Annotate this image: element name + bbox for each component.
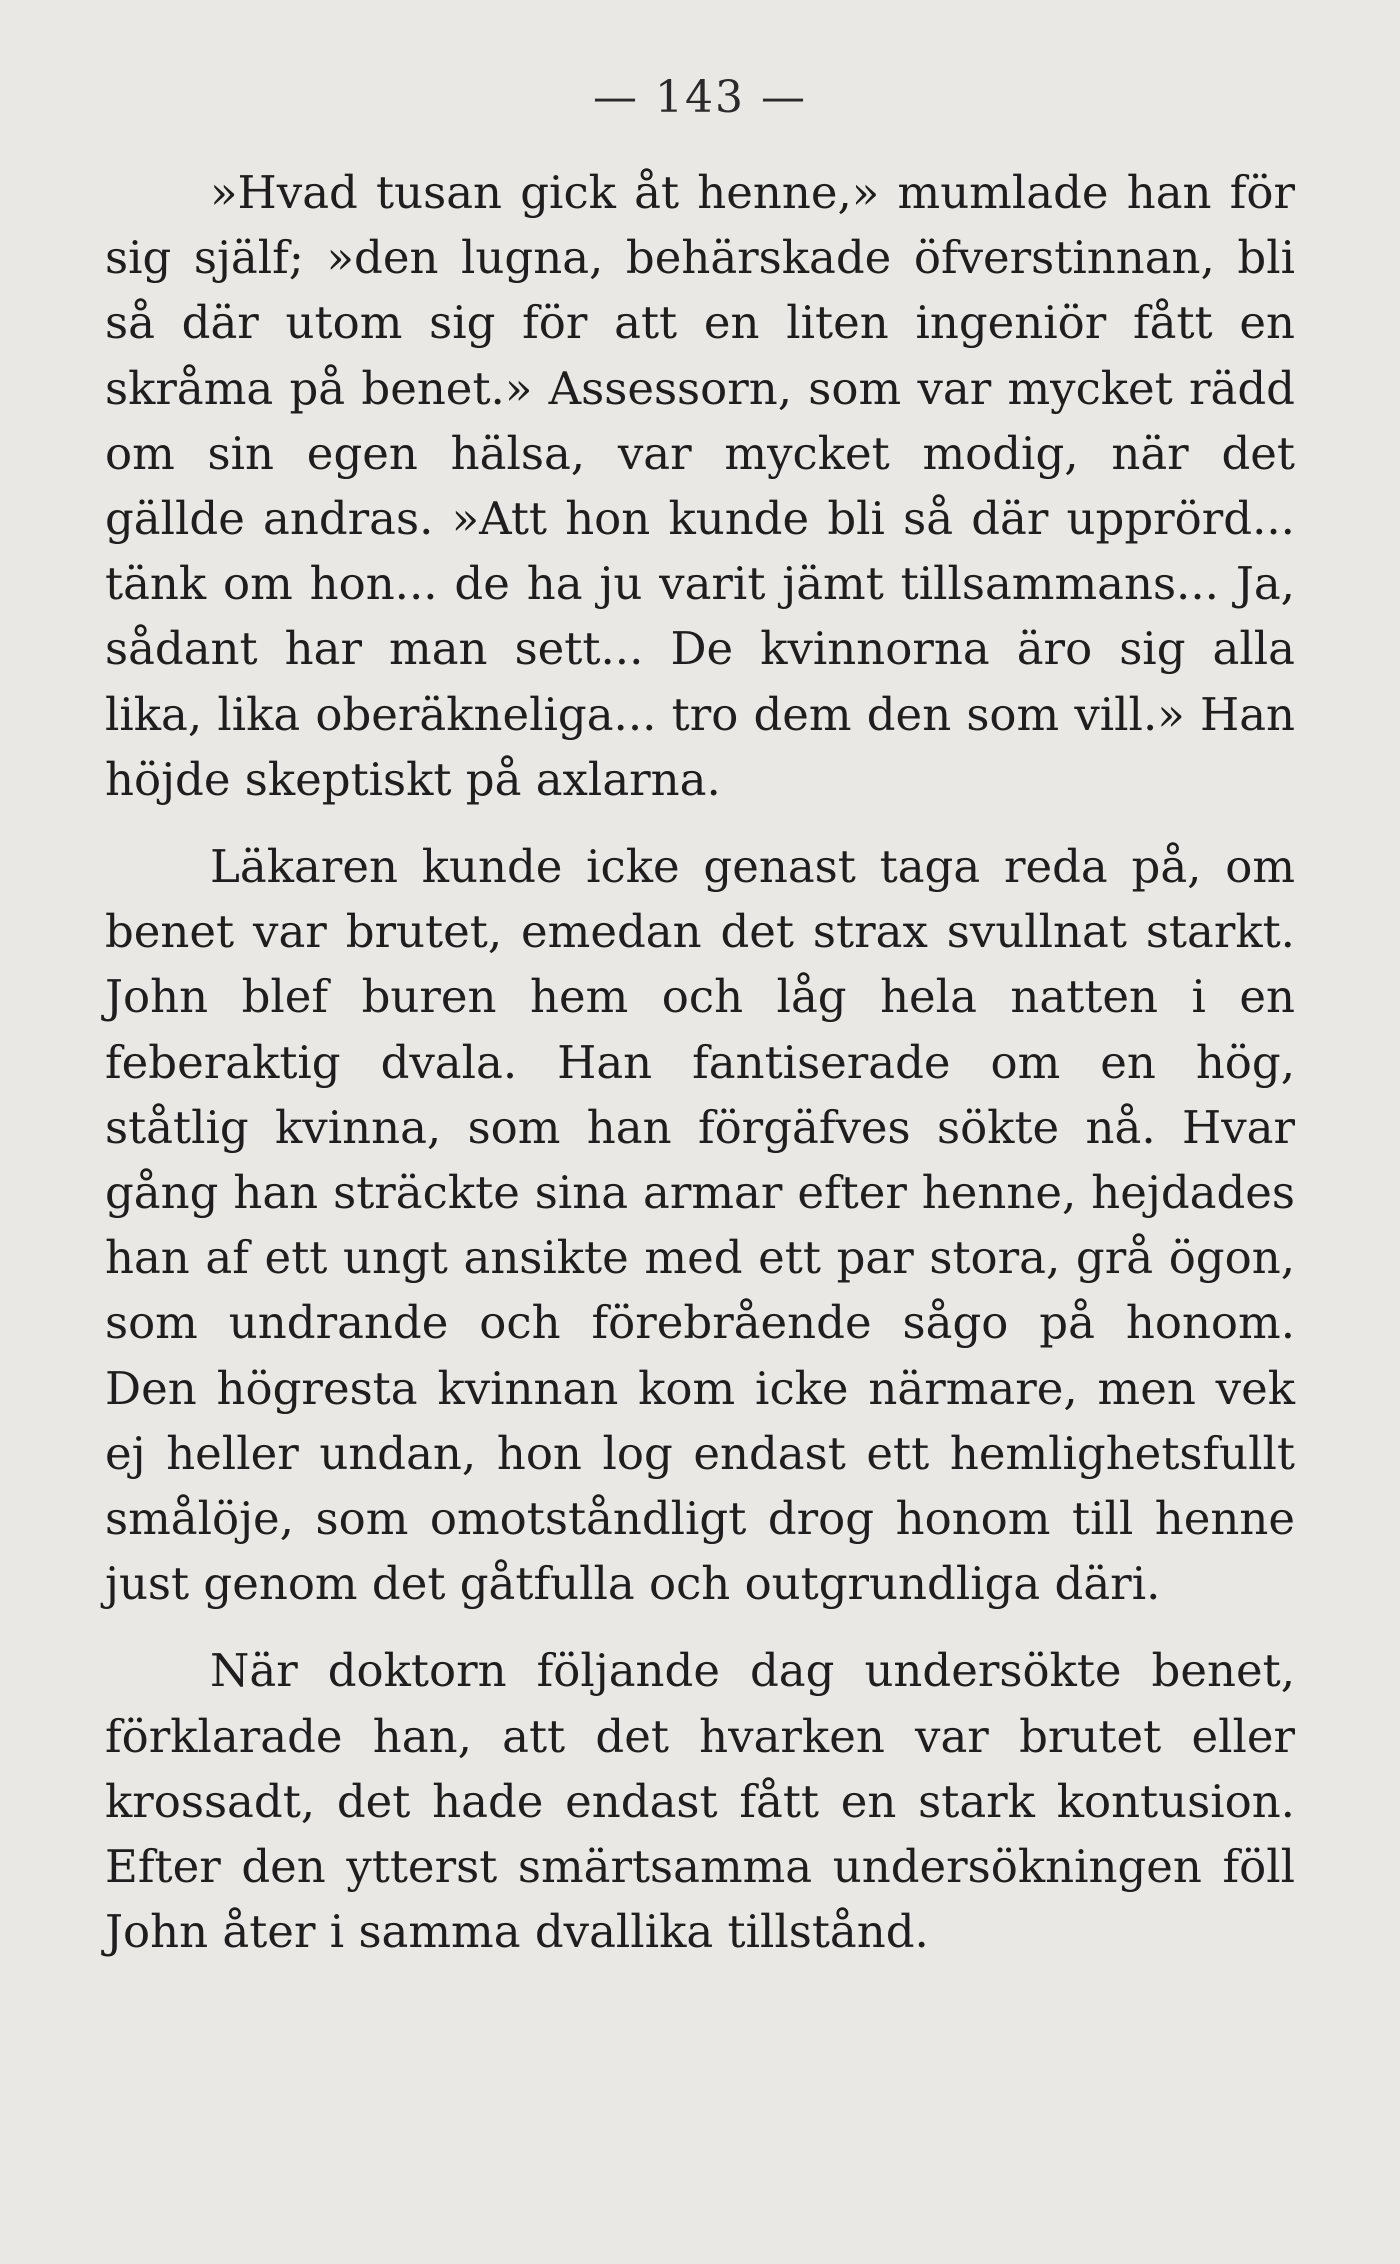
paragraph-3: När doktorn följande dag undersökte benet, förklarade han, att det hvarken var brutet eller krossadt, det hade endast fått en stark kontusion. Efter den ytterst smärtsamma undersökningen föll John åter i samma dvallika tillstånd. [105,1644,1295,1959]
body-text [105,160,1295,1964]
page-number: — 143 — [593,72,807,123]
paragraph-1: »Hvad tusan gick åt henne,» mumlade han för sig själf; »den lugna, behärskade öfverstinnan, bli så där utom sig för att en liten ingeniör fått en skråma på benet.» Assessorn, som var mycket rädd om sin egen hälsa, var mycket modig, när det gällde andras. »Att hon kunde bli så där upprörd... tänk om hon... de ha ju varit jämt tillsammans... Ja, sådant har man sett... De kvinnorna äro sig alla lika, lika oberäkneliga... tro dem den som vill.» Han höjde skeptiskt på axlarna. [105,166,1295,806]
paragraph-2: Läkaren kunde icke genast taga reda på, om benet var brutet, emedan det strax svullnat starkt. John blef buren hem och låg hela natten i en feberaktig dvala. Han fantiserade om en hög, ståtlig kvinna, som han förgäfves sökte nå. Hvar gång han sträckte sina armar efter henne, hejdades han af ett ungt ansikte med ett par stora, grå ögon, som undrande och förebrående sågo på honom. Den högresta kvinnan kom icke närmare, men vek ej heller undan, hon log endast ett hemlighetsfullt smålöje, som omotståndligt drog honom till henne just genom det gåtfulla och outgrundliga däri. [105,840,1295,1611]
